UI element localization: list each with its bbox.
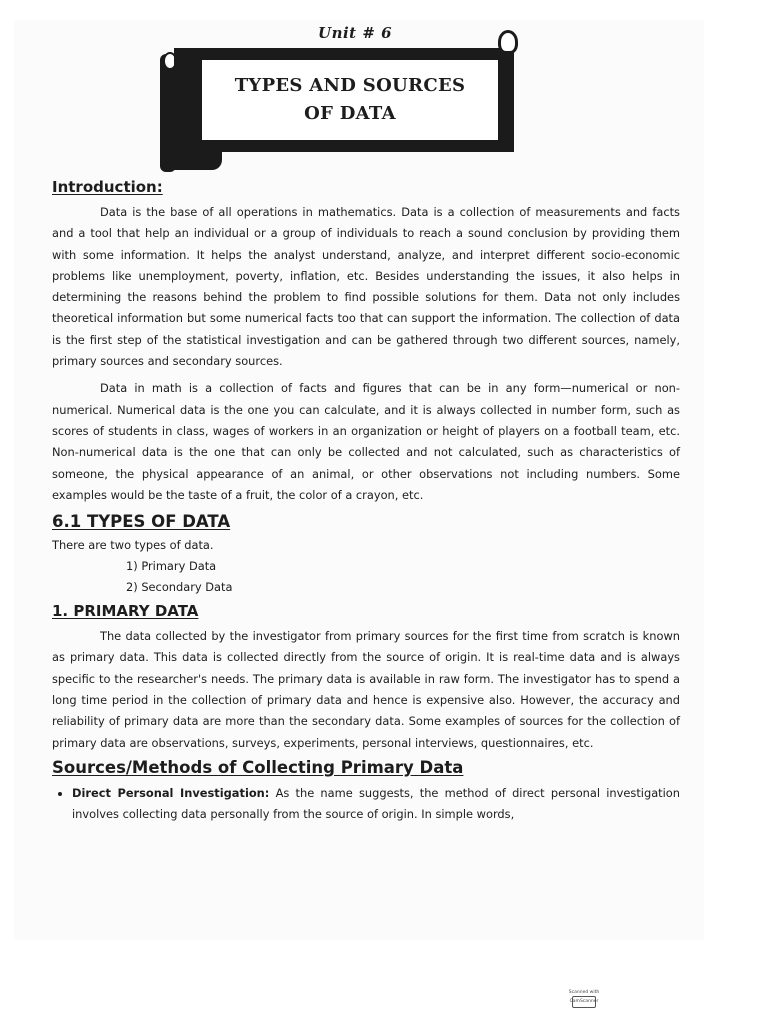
methods-heading: Sources/Methods of Collecting Primary Data [52,757,464,777]
types-intro: There are two types of data. [52,538,214,553]
intro-paragraph-2: Data in math is a collection of facts and figures that can be in any form—numerical or non-numerical. Numerical data is the one you can calculate, and it is always collected in number form, such as scores of students in class, wages of workers in an organization or height of players on a football team, etc. Non-numerical data is the one that can only be collected and not calculated, such as characteristics of someone, the physical appearance of an animal, or other observations not including numbers. Some examples would be the taste of a fruit, the color of a crayon, etc. [52,381,680,502]
list-item: 2) Secondary Data [126,577,680,598]
intro-paragraph-1: Data is the base of all operations in mathematics. Data is a collection of measurements and facts and a tool that help an individual or a group of individuals to reach a sound conclusion by providing them with some information. It helps the analyst understand, analyze, and interpret different socio-economic problems like unemployment, poverty, inflation, etc. Besides understanding the issues, it also helps in determining the reasons behind the problem to find possible solutions for them. Data not only includes theoretical information but some numerical facts too that can support the information. The collection of data is the first step of the statistical investigation and can be gathered through two different sources, namely, primary sources and secondary sources. [52,205,680,369]
scroll-bottom-curl [174,152,222,170]
types-list [52,556,680,598]
chapter-title: TYPES AND SOURCES OF DATA [234,75,466,124]
camscanner-logo-icon: CamScanner [572,996,596,1008]
introduction-heading: Introduction: [52,178,163,196]
scanner-watermark [566,984,602,1012]
scanner-watermark-line1: Scanned with [568,989,600,995]
banner-frame [174,48,514,152]
primary-data-paragraph: The data collected by the investigator from primary sources for the first time from scratch is known as primary data. This data is collected directly from the source of origin. It is real-time data and is always specific to the researcher's needs. The primary data is available in raw form. The investigator has to spend a long time period in the collection of primary data and hence is expensive also. However, the accuracy and reliability of primary data are more than the secondary data. Some examples of sources for the collection of primary data are observations, surveys, experiments, personal interviews, questionnaires, etc. [52,629,680,750]
list-item: 1) Primary Data [126,556,680,577]
method-term: Direct Personal Investigation: [72,785,270,800]
list-item [72,783,680,826]
page-content [52,178,680,826]
chapter-title-banner [160,44,520,172]
method-text: As the name suggests, the method of direct personal investigation involves collecting data personally from the source of origin. In simple words, [72,785,680,822]
types-of-data-heading: 6.1 TYPES OF DATA [52,512,231,532]
primary-data-heading: 1. PRIMARY DATA [52,602,199,621]
banner-inner [200,58,500,142]
scroll-roll-right [498,30,518,54]
unit-label: Unit # 6 [318,24,393,42]
methods-list [52,783,680,826]
